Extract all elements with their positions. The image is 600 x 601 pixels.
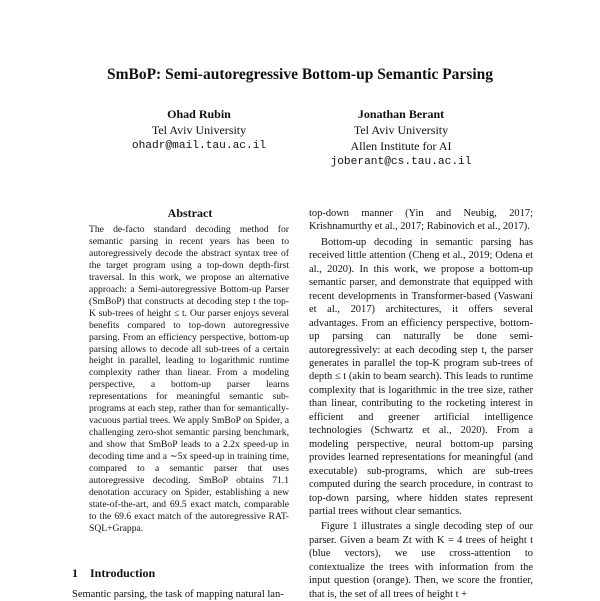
author-email: joberant@cs.tau.ac.il xyxy=(330,156,472,168)
author-1 xyxy=(89,106,309,154)
abstract-heading: Abstract xyxy=(167,206,213,220)
section-title: Introduction xyxy=(90,566,156,580)
section-first-line: Semantic parsing, the task of mapping natural lan- xyxy=(72,589,284,600)
paragraph: Figure 1 illustrates a single decoding step of our parser. Given a beam Zt with K = 4 trees of height t (blue vectors), we use cross-attention to contextualize the trees with information from the input question (orange). Then, we score the frontier, that is, the set of all trees of height t + xyxy=(309,521,533,600)
author-2 xyxy=(291,106,511,170)
author-affiliation: Tel Aviv University xyxy=(353,123,449,137)
author-name: Ohad Rubin xyxy=(167,107,231,121)
paragraph: top-down manner (Yin and Neubig, 2017; Krishnamurthy et al., 2017; Rabinovich et al., 2017). xyxy=(309,208,533,233)
paragraph: Bottom-up decoding in semantic parsing has received little attention (Cheng et al., 2019; Odena et al., 2020). In this work, we propose a bottom-up semantic parser, and demonstrate that equipped with recent developments in Transformer-based (Vaswani et al., 2017) architectures, it offers several advantages. From an efficiency perspective, bottom-up parsing can naturally be done semi-autoregressively: at each decoding step t, the parser generates in parallel the top-K program sub-trees of depth ≤ t (akin to beam search). This leads to runtime complexity that is logarithmic in the tree size, rather than linear, contributing to the rocketing interest in efficient and greener artificial intelligence technologies (Schwartz et al., 2020). From a modeling perspective, neural bottom-up parsing provides learned representations for meaningful (and executable) sub-programs, which are sub-trees computed during the search procedure, in contrast to top-down parsing, where hidden states represent partial trees without clear semantics. xyxy=(309,236,533,517)
paper-title: SmBoP: Semi-autoregressive Bottom-up Semantic Parsing xyxy=(106,66,494,83)
section-heading xyxy=(72,566,155,581)
author-email: ohadr@mail.tau.ac.il xyxy=(131,140,267,152)
abstract-text: The de-facto standard decoding method for semantic parsing in recent years has been to autoregressively decode the abstract syntax tree of the target program using a top-down depth-first traversal. In this work, we propose an alternative approach: a Semi-autoregressive Bottom-up Parser (SmBoP) that constructs at decoding step t the top-K sub-trees of height ≤ t. Our parser enjoys several benefits compared to top-down autoregressive parsing. From an efficiency perspective, bottom-up parsing allows to decode all sub-trees of a certain height in parallel, leading to logarithmic runtime complexity rather than linear. From a modeling perspective, a bottom-up parser learns representations for meaningful semantic sub-programs at each step, rather than for semantically-vacuous partial trees. We apply SmBoP on Spider, a challenging zero-shot semantic parsing benchmark, and show that SmBoP leads to a 2.2x speed-up in decoding time and a ∼5x speed-up in training time, compared to a semantic parser that uses autoregressive decoding. SmBoP obtains 71.1 denotation accuracy on Spider, establishing a new state-of-the-art, and 69.5 exact match, comparable to the 69.6 exact match of the autoregressive RAT-SQL+Grappa. xyxy=(89,224,289,534)
author-affiliation: Tel Aviv University xyxy=(151,123,247,137)
author-name: Jonathan Berant xyxy=(357,107,445,121)
section-number: 1 xyxy=(72,566,78,580)
author-affiliation-2: Allen Institute for AI xyxy=(350,139,452,153)
right-column xyxy=(309,207,533,601)
